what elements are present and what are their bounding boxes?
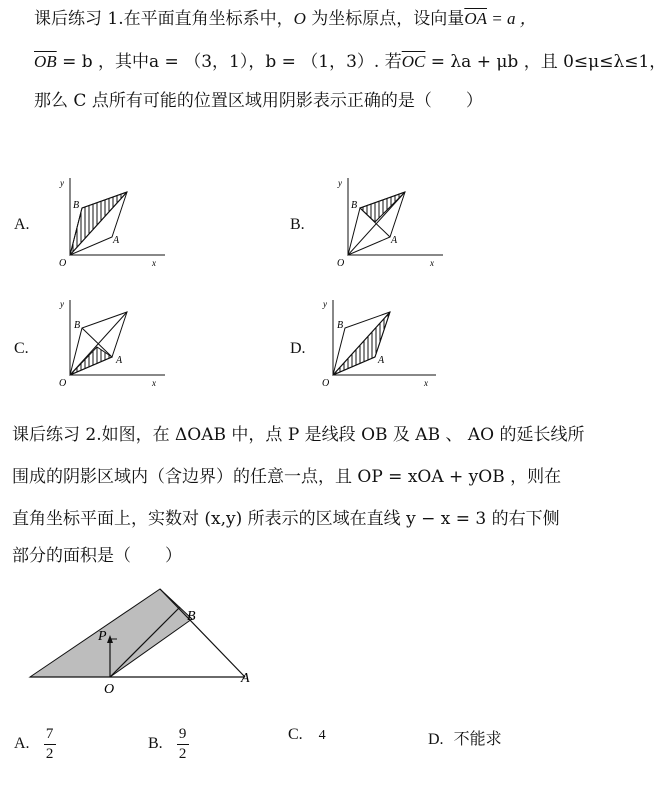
origin-label: O (337, 258, 345, 269)
answer-D-value: 不能求 (453, 731, 502, 748)
q1-line1-mid: 为坐标原点，设向量 (305, 9, 465, 29)
answer-C-label: C. (288, 726, 303, 743)
point-A-label: A (116, 355, 123, 366)
axis-x-label: x (430, 258, 434, 268)
answer-D-label: D. (428, 731, 444, 748)
axis-x-label: x (152, 258, 156, 268)
figure-option-D (318, 295, 443, 395)
figure-option-B (333, 170, 448, 275)
option-A-label: A. (14, 216, 30, 233)
q1-vec-OB: $\overline{OB}$ (34, 52, 57, 71)
q2-line-2: 围成的阴影区域内（含边界）的任意一点，且 OP = xOA + yOB ，则在 (12, 467, 562, 487)
point-B-label: B (351, 200, 358, 211)
q1-eq-b: = b ，其中 (56, 52, 150, 72)
point-O-label: O (104, 682, 115, 697)
answer-D (428, 726, 502, 749)
denominator: 2 (178, 746, 187, 762)
axis-x-label: x (152, 378, 156, 388)
q1-line1-pre: 课后练习 1.在平面直角坐标系中， (34, 9, 294, 29)
answer-B-fraction (177, 726, 189, 763)
q1-line-2 (34, 51, 666, 73)
axis-y-label: y (60, 299, 64, 309)
answer-B (148, 726, 189, 763)
q1-line-1 (34, 8, 537, 30)
numerator: 7 (45, 726, 54, 742)
point-A-label: A (391, 235, 398, 246)
axis-x-label: x (424, 378, 428, 388)
q2-line-3: 直角坐标平面上，实数对 (x,y) 所表示的区域在直线 y − x = 3 的右下侧 (12, 509, 560, 529)
q1-vec-OC: $\overline{OC}$ (401, 52, 426, 71)
answer-B-label: B. (148, 735, 163, 753)
q2-line-1: 课后练习 2.如图，在 ΔOAB 中，点 P 是线段 OB 及 AB 、 AO 的延长线所 (12, 425, 585, 445)
q2-line-4: 部分的面积是（ ） (12, 546, 182, 566)
origin-label: O (59, 258, 67, 269)
answer-A-fraction (44, 726, 56, 763)
origin-label: O (59, 378, 67, 389)
q1-vec-OA: $\overline{OA}$ (464, 9, 487, 28)
figure-option-C (55, 295, 170, 395)
shaded-region (30, 589, 192, 677)
q1-O: O (293, 9, 306, 28)
denominator: 2 (45, 746, 54, 762)
point-A-label: A (241, 671, 250, 686)
q1-b-val: b = （1，3）. 若 (265, 52, 402, 72)
answer-A (14, 726, 56, 763)
point-A-label: A (378, 355, 385, 366)
axis-y-label: y (323, 299, 327, 309)
option-B-label: B. (290, 216, 305, 233)
point-P-label: P (98, 629, 107, 644)
q1-eq-a: = a ， (486, 9, 537, 28)
origin-label: O (322, 378, 330, 389)
numerator: 9 (178, 726, 187, 742)
answer-C (288, 726, 326, 744)
axis-y-label: y (338, 178, 342, 188)
point-B-label: B (74, 320, 81, 331)
answer-C-value: 4 (318, 728, 326, 743)
point-B-label: B (187, 609, 196, 624)
q1-line-3: 那么 C 点所有可能的位置区域用阴影表示正确的是（ ） (34, 91, 483, 111)
point-B-label: B (337, 320, 344, 331)
figure-q2-triangle (20, 585, 270, 700)
answer-A-label: A. (14, 735, 30, 753)
figure-option-A (55, 170, 170, 275)
point-B-label: B (73, 200, 80, 211)
point-A-label: A (113, 235, 120, 246)
q1-oc-expr: = λa + μb ，且 0≤μ≤λ≤1， (425, 52, 666, 72)
axis-y-label: y (60, 178, 64, 188)
q1-a-val: a = （3，1）， (149, 52, 266, 72)
option-D-label: D. (290, 340, 306, 357)
option-C-label: C. (14, 340, 29, 357)
